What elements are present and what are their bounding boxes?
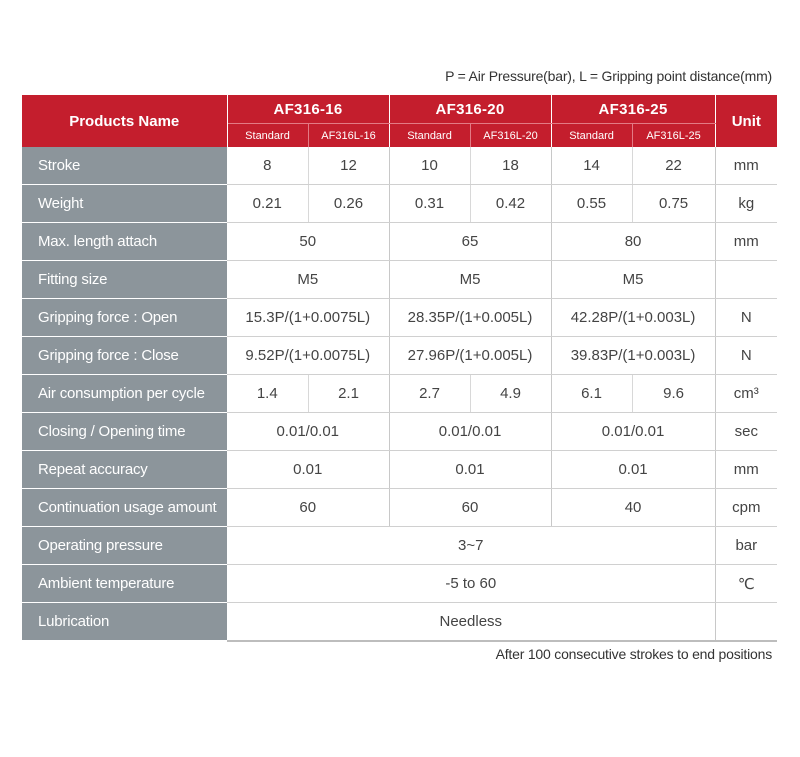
table-row-weight: [22, 185, 777, 223]
row-label: Closing / Opening time: [22, 413, 227, 451]
cell-value: 50: [227, 223, 389, 261]
cell-value: 12: [308, 147, 389, 185]
table-row-continuation-usage: [22, 489, 777, 527]
cell-value: 15.3P/(1+0.0075L): [227, 299, 389, 337]
cell-value: 18: [470, 147, 551, 185]
formula-legend-note: P = Air Pressure(bar), L = Gripping point distance(mm): [445, 68, 772, 84]
cell-value: 0.26: [308, 185, 389, 223]
row-label: Continuation usage amount: [22, 489, 227, 527]
cell-value: 60: [389, 489, 551, 527]
row-label: Repeat accuracy: [22, 451, 227, 489]
cell-value: 0.01: [551, 451, 715, 489]
row-label: Weight: [22, 185, 227, 223]
cell-unit: mm: [715, 147, 777, 185]
cell-value: 80: [551, 223, 715, 261]
cell-value: 0.01/0.01: [227, 413, 389, 451]
cell-value: 40: [551, 489, 715, 527]
cell-value: 28.35P/(1+0.005L): [389, 299, 551, 337]
cell-value: 0.21: [227, 185, 308, 223]
cell-value: 27.96P/(1+0.005L): [389, 337, 551, 375]
table-row-air-consumption: [22, 375, 777, 413]
cell-value: 6.1: [551, 375, 632, 413]
cell-value: 9.52P/(1+0.0075L): [227, 337, 389, 375]
cell-value: 0.01/0.01: [551, 413, 715, 451]
header-sub-af316l-25: AF316L-25: [632, 124, 715, 148]
header-sub-standard-20: Standard: [389, 124, 470, 148]
cell-unit: mm: [715, 451, 777, 489]
table-row-repeat-accuracy: [22, 451, 777, 489]
cell-value: 39.83P/(1+0.003L): [551, 337, 715, 375]
row-label: Fitting size: [22, 261, 227, 299]
specifications-table: [22, 95, 777, 642]
cell-value: 2.7: [389, 375, 470, 413]
cell-unit: [715, 603, 777, 642]
header-sub-af316l-20: AF316L-20: [470, 124, 551, 148]
cell-value: -5 to 60: [227, 565, 715, 603]
cell-unit: [715, 261, 777, 299]
row-label: Air consumption per cycle: [22, 375, 227, 413]
cell-unit: N: [715, 299, 777, 337]
cell-value: 0.31: [389, 185, 470, 223]
table-row-closing-opening-time: [22, 413, 777, 451]
cell-unit: N: [715, 337, 777, 375]
table-row-max-length-attach: [22, 223, 777, 261]
cell-unit: cm³: [715, 375, 777, 413]
cell-value: Needless: [227, 603, 715, 642]
cell-value: M5: [389, 261, 551, 299]
cell-value: 0.01/0.01: [389, 413, 551, 451]
header-model-af316-16: AF316-16: [227, 95, 389, 124]
cell-value: M5: [551, 261, 715, 299]
cell-value: 0.01: [227, 451, 389, 489]
footnote: After 100 consecutive strokes to end positions: [495, 646, 772, 662]
header-unit: Unit: [715, 95, 777, 147]
cell-value: 0.42: [470, 185, 551, 223]
cell-value: 8: [227, 147, 308, 185]
cell-value: 4.9: [470, 375, 551, 413]
cell-value: 0.55: [551, 185, 632, 223]
cell-value: 9.6: [632, 375, 715, 413]
cell-value: 60: [227, 489, 389, 527]
table-row-gripping-force-close: [22, 337, 777, 375]
header-products-name: Products Name: [22, 95, 227, 147]
cell-value: 14: [551, 147, 632, 185]
row-label: Ambient temperature: [22, 565, 227, 603]
header-sub-af316l-16: AF316L-16: [308, 124, 389, 148]
table-row-fitting-size: [22, 261, 777, 299]
row-label: Gripping force : Close: [22, 337, 227, 375]
cell-value: M5: [227, 261, 389, 299]
cell-unit: ℃: [715, 565, 777, 603]
table-row-stroke: [22, 147, 777, 185]
table-row-ambient-temperature: [22, 565, 777, 603]
table-row-gripping-force-open: [22, 299, 777, 337]
cell-unit: sec: [715, 413, 777, 451]
cell-unit: bar: [715, 527, 777, 565]
cell-unit: kg: [715, 185, 777, 223]
table-row-operating-pressure: [22, 527, 777, 565]
row-label: Lubrication: [22, 603, 227, 642]
row-label: Stroke: [22, 147, 227, 185]
header-sub-standard-16: Standard: [227, 124, 308, 148]
cell-value: 22: [632, 147, 715, 185]
cell-value: 42.28P/(1+0.003L): [551, 299, 715, 337]
cell-value: 0.01: [389, 451, 551, 489]
cell-value: 2.1: [308, 375, 389, 413]
header-model-af316-25: AF316-25: [551, 95, 715, 124]
cell-value: 10: [389, 147, 470, 185]
row-label: Gripping force : Open: [22, 299, 227, 337]
header-sub-standard-25: Standard: [551, 124, 632, 148]
cell-value: 0.75: [632, 185, 715, 223]
cell-value: 3~7: [227, 527, 715, 565]
header-model-af316-20: AF316-20: [389, 95, 551, 124]
cell-unit: cpm: [715, 489, 777, 527]
row-label: Max. length attach: [22, 223, 227, 261]
cell-unit: mm: [715, 223, 777, 261]
cell-value: 1.4: [227, 375, 308, 413]
table-row-lubrication: [22, 603, 777, 642]
row-label: Operating pressure: [22, 527, 227, 565]
cell-value: 65: [389, 223, 551, 261]
